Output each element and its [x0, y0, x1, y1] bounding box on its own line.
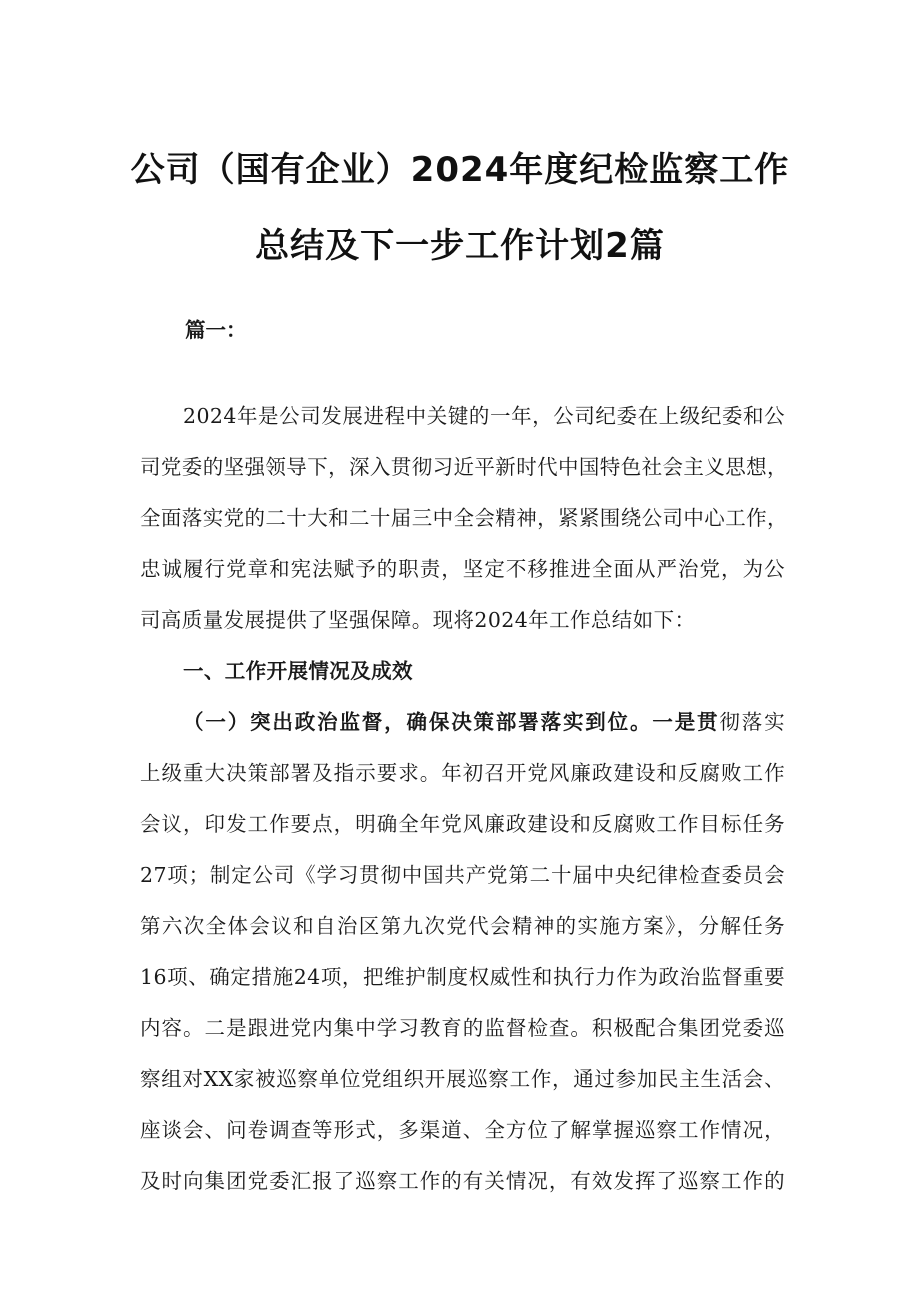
paragraph-line: 会议，印发工作要点，明确全年党风廉政建设和反腐败工作目标任务 [140, 812, 785, 836]
paragraph-line: 座谈会、问卷调查等形式，多渠道、全方位了解掌握巡察工作情况， [140, 1118, 785, 1142]
paragraph-line: 忠诚履行党章和宪法赋予的职责，坚定不移推进全面从严治党，为公 [140, 557, 785, 581]
paragraph-line: 及时向集团党委汇报了巡察工作的有关情况，有效发挥了巡察工作的 [140, 1169, 785, 1193]
subheading-line [183, 705, 785, 739]
paragraph-line: 司党委的坚强领导下，深入贯彻习近平新时代中国特色社会主义思想， [140, 455, 788, 479]
paragraph-line: 27项；制定公司《学习贯彻中国共产党第二十届中央纪律检查委员会 [140, 863, 785, 887]
subheading-bold: （一）突出政治监督，确保决策部署落实到位。一是贯 [183, 710, 720, 734]
paragraph-line: 上级重大决策部署及指示要求。年初召开党风廉政建设和反腐败工作 [140, 761, 785, 785]
paragraph-line: 司高质量发展提供了坚强保障。现将2024年工作总结如下： [140, 608, 696, 632]
paragraph-line: 全面落实党的二十大和二十届三中全会精神，紧紧围绕公司中心工作， [140, 506, 788, 530]
section-label: 篇一： [185, 318, 247, 342]
subheading-rest: 彻落实 [719, 710, 785, 734]
paragraph-line: 2024年是公司发展进程中关键的一年，公司纪委在上级纪委和公 [183, 404, 785, 428]
paragraph-line: 察组对XX家被巡察单位党组织开展巡察工作，通过参加民主生活会、 [140, 1067, 785, 1091]
paragraph-line: 16项、确定措施24项，把维护制度权威性和执行力作为政治监督重要 [140, 965, 785, 989]
document-title-line-2: 总结及下一步工作计划2篇 [255, 226, 665, 266]
paragraph-line: 内容。二是跟进党内集中学习教育的监督检查。积极配合集团党委巡 [140, 1016, 785, 1040]
section-heading: 一、工作开展情况及成效 [183, 659, 413, 683]
document-title-line-1: 公司（国有企业）2024年度纪检监察工作 [130, 150, 790, 190]
paragraph-line: 第六次全体会议和自治区第九次党代会精神的实施方案》，分解任务 [140, 914, 785, 938]
